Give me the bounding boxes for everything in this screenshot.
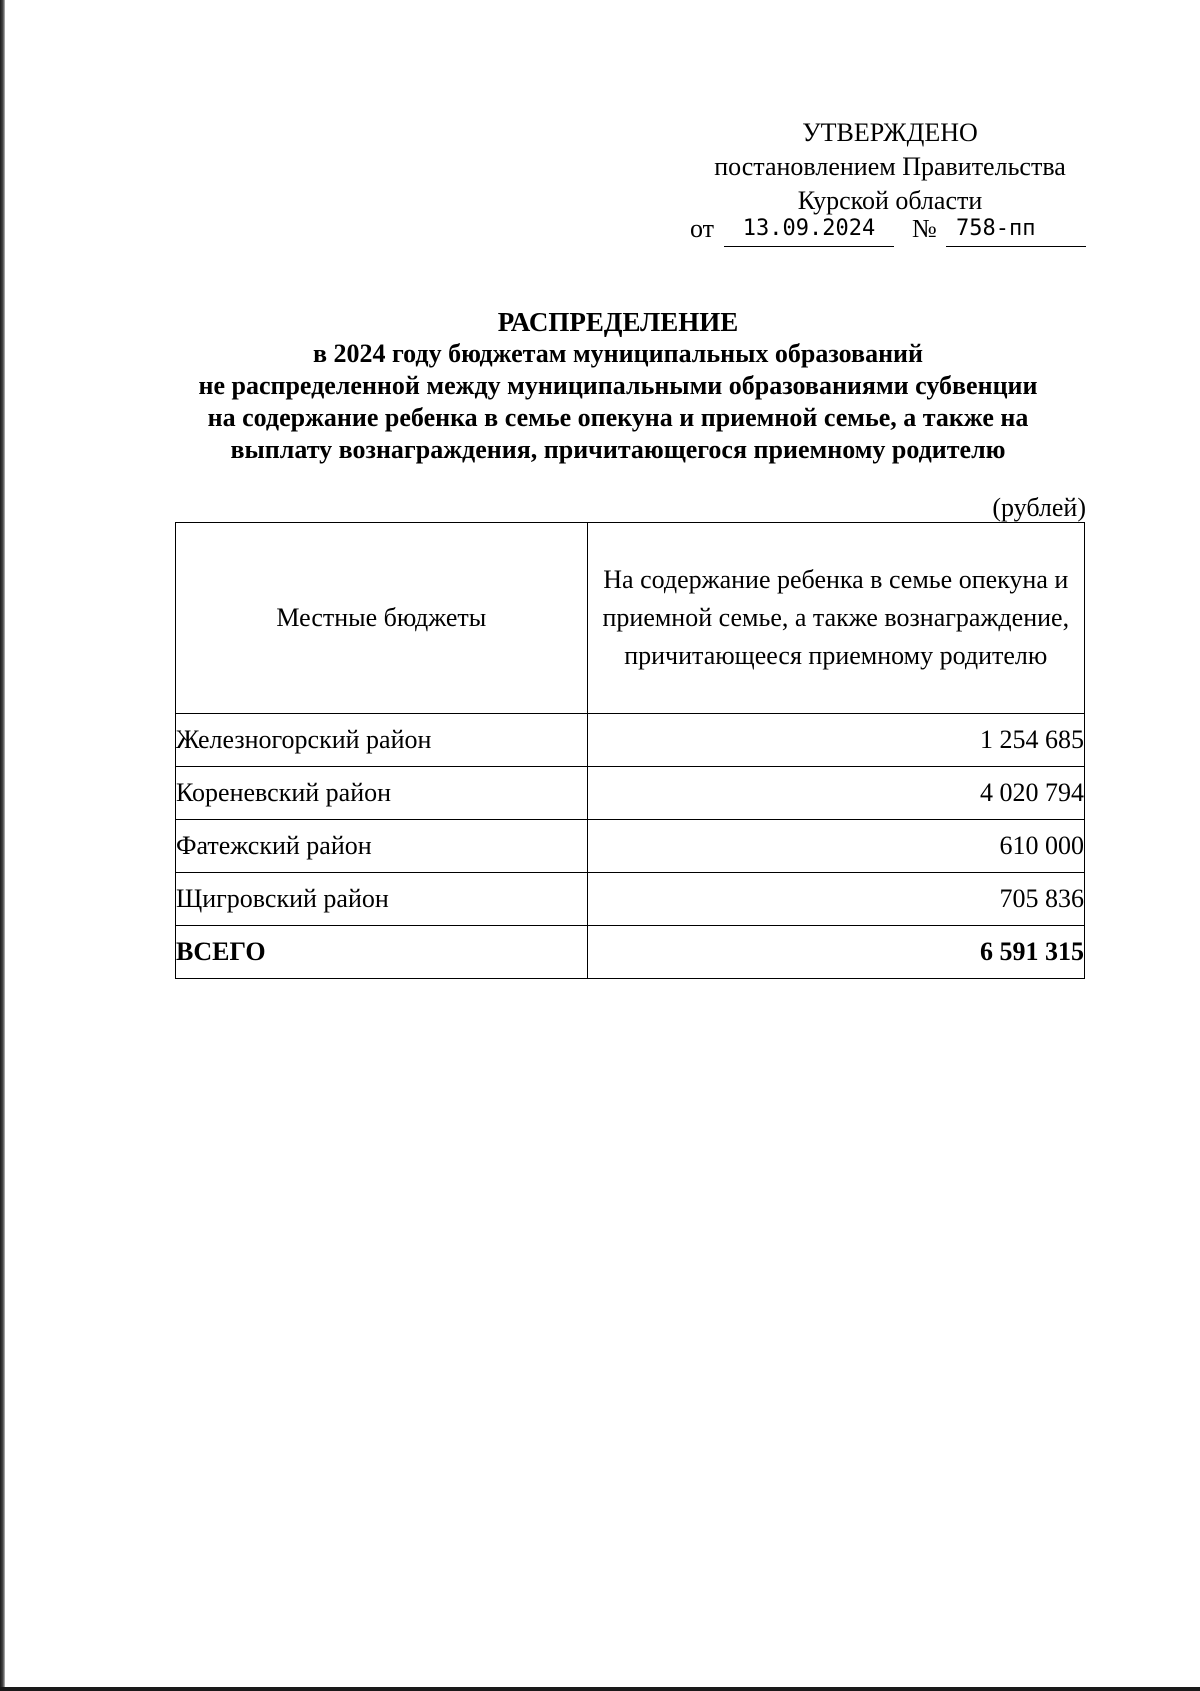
scan-edge-left <box>0 0 5 1691</box>
title-line-4: выплату вознаграждения, причитающегося приемному родителю <box>230 435 1006 464</box>
table-row <box>176 714 1085 767</box>
header-local-budgets: Местные бюджеты <box>176 523 588 714</box>
row-name: Щигровский район <box>176 873 588 926</box>
date-prefix: от <box>690 214 715 243</box>
scan-edge-bottom <box>0 1687 1200 1691</box>
total-label: ВСЕГО <box>176 926 588 979</box>
row-value: 705 836 <box>587 873 1084 926</box>
row-value: 4 020 794 <box>587 767 1084 820</box>
approval-number: 758-пп <box>946 212 1086 247</box>
row-value: 610 000 <box>587 820 1084 873</box>
unit-label: (рублей) <box>992 493 1086 522</box>
title-line-1: в 2024 году бюджетам муниципальных образований <box>312 339 924 368</box>
row-name: Фатежский район <box>176 820 588 873</box>
table-total-row <box>176 926 1085 979</box>
approval-reference <box>690 212 1090 248</box>
number-sign: № <box>912 214 937 243</box>
approval-authority: постановлением Правительства <box>714 152 1066 181</box>
approval-heading: УТВЕРЖДЕНО <box>802 118 978 147</box>
approval-date: 13.09.2024 <box>724 212 894 247</box>
row-name: Железногорский район <box>176 714 588 767</box>
title-line-3: на содержание ребенка в семье опекуна и приемной семье, а также на <box>207 403 1029 432</box>
header-amount: На содержание ребенка в семье опекуна и приемной семье, а также вознаграждение, причитающееся приемному родителю <box>587 523 1084 714</box>
row-name: Кореневский район <box>176 767 588 820</box>
title-heading: РАСПРЕДЕЛЕНИЕ <box>497 307 739 337</box>
table-row <box>176 873 1085 926</box>
table-header-row <box>176 523 1085 714</box>
row-value: 1 254 685 <box>587 714 1084 767</box>
table-row <box>176 767 1085 820</box>
total-value: 6 591 315 <box>587 926 1084 979</box>
approval-region: Курской области <box>797 186 983 215</box>
title-line-2: не распределенной между муниципальными образованиями субвенции <box>198 371 1038 400</box>
table-row <box>176 820 1085 873</box>
distribution-table <box>175 522 1085 979</box>
document-title <box>150 306 1086 466</box>
approval-block <box>690 116 1090 218</box>
